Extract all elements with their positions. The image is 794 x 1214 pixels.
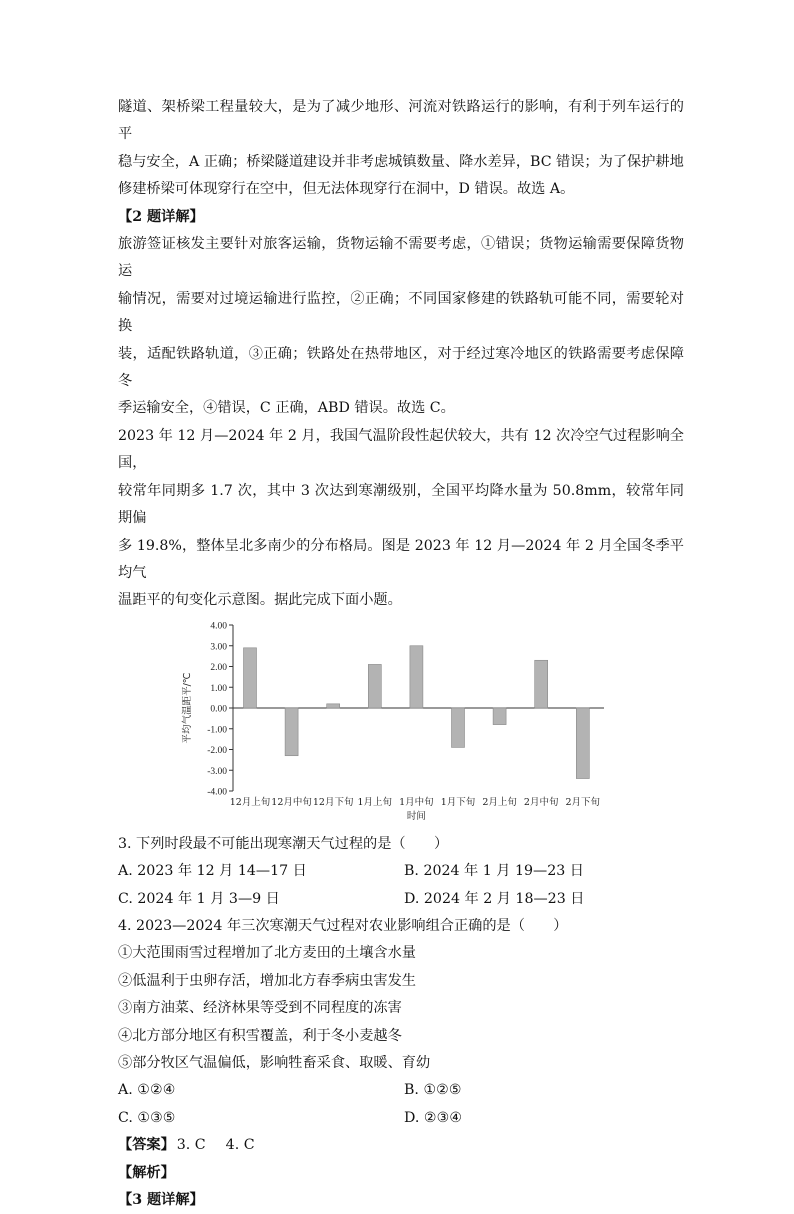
x-category-label: 2月上旬 bbox=[482, 796, 517, 808]
paragraph-line: 稳与安全，A 正确；桥梁隧道建设并非考虑城镇数量、降水差异，BC 错误；为了保护耕地 bbox=[118, 153, 684, 170]
q4-item: ①大范围雨雪过程增加了北方麦田的土壤含水量 bbox=[118, 945, 416, 962]
y-axis-label: 平均气温距平/℃ bbox=[182, 672, 193, 744]
question-4-options-row bbox=[118, 1105, 684, 1132]
bar bbox=[410, 645, 423, 707]
x-category-label: 12月中旬 bbox=[271, 796, 312, 808]
q4-item: ②低温利于虫卵存活，增加北方春季病虫害发生 bbox=[118, 972, 416, 989]
q3-option-a: A. 2023 年 12 月 14—17 日 bbox=[118, 863, 307, 880]
question-4-options-row bbox=[118, 1077, 684, 1104]
y-tick-label: 2.00 bbox=[210, 662, 227, 673]
intro-line: 2023 年 12 月—2024 年 2 月，我国气温阶段性起伏较大，共有 12 次冷空气过程影响全国， bbox=[118, 427, 684, 472]
paragraph-line: 旅游签证核发主要针对旅客运输，货物运输不需要考虑，①错误；货物运输需要保障货物运 bbox=[118, 236, 684, 280]
y-tick-label: 1.00 bbox=[210, 683, 227, 694]
x-category-label: 12月下旬 bbox=[312, 796, 354, 808]
x-axis-label: 时间 bbox=[406, 810, 426, 822]
paragraph-line: 隧道、架桥梁工程量较大，是为了减少地形、河流对铁路运行的影响，有利于列车运行的平 bbox=[118, 99, 684, 143]
bar bbox=[368, 664, 381, 708]
q4-item: ③南方油菜、经济林果等受到不同程度的冻害 bbox=[118, 1000, 402, 1017]
bar bbox=[452, 708, 465, 747]
bar bbox=[285, 708, 298, 756]
x-category-label: 2月下旬 bbox=[565, 796, 601, 808]
analysis-label: 【解析】 bbox=[118, 1164, 175, 1181]
x-category-label: 12月上旬 bbox=[229, 796, 271, 808]
answer-4: 4. C bbox=[225, 1137, 255, 1154]
y-tick-label: -3.00 bbox=[207, 766, 227, 777]
temperature-anomaly-chart bbox=[118, 617, 684, 827]
paragraph-line: 修建桥梁可体现穿行在空中，但无法体现穿行在洞中，D 错误。故选 A。 bbox=[118, 181, 575, 198]
intro-line: 温距平的旬变化示意图。据此完成下面小题。 bbox=[118, 592, 402, 609]
bar bbox=[244, 648, 257, 708]
q4-option-c: C. ①③⑤ bbox=[118, 1109, 176, 1126]
q3-option-b: B. 2024 年 1 月 19—23 日 bbox=[404, 863, 584, 880]
bar bbox=[576, 708, 589, 779]
y-tick-label: -2.00 bbox=[207, 745, 227, 756]
q3-option-c: C. 2024 年 1 月 3—9 日 bbox=[118, 890, 280, 907]
intro-line: 多 19.8%，整体呈北多南少的分布格局。图是 2023 年 12 月—2024 年 2 月全国冬季平均气 bbox=[118, 537, 684, 581]
x-category-label: 1月下旬 bbox=[440, 796, 476, 808]
y-tick-label: 4.00 bbox=[210, 621, 227, 632]
bar bbox=[327, 704, 340, 708]
q3-option-d: D. 2024 年 2 月 18—23 日 bbox=[404, 890, 585, 907]
q4-option-a: A. ①②④ bbox=[118, 1082, 176, 1099]
chart-svg bbox=[118, 617, 684, 827]
x-category-label: 2月中旬 bbox=[523, 796, 559, 808]
section-heading-q3: 【3 题详解】 bbox=[118, 1192, 204, 1208]
intro-line: 较常年同期多 1.7 次，其中 3 次达到寒潮级别，全国平均降水量为 50.8mm，较常年同期偏 bbox=[118, 482, 684, 527]
y-tick-label: -1.00 bbox=[207, 724, 227, 735]
section-heading-q2: 【2 题详解】 bbox=[118, 208, 204, 225]
paragraph-line: 装，适配铁路轨道，③正确；铁路处在热带地区，对于经过寒冷地区的铁路需要考虑保障冬 bbox=[118, 345, 684, 390]
paragraph-line: 季运输安全，④错误，C 正确，ABD 错误。故选 C。 bbox=[118, 400, 455, 417]
paragraph-line: 输情况，需要对过境运输进行监控，②正确；不同国家修建的铁路轨可能不同，需要轮对换 bbox=[118, 290, 684, 335]
y-tick-label: 0.00 bbox=[210, 704, 227, 715]
answer-line bbox=[118, 1132, 684, 1159]
y-tick-label: -4.00 bbox=[207, 787, 227, 798]
page-content bbox=[118, 94, 684, 1214]
question-3-stem: 3. 下列时段最不可能出现寒潮天气过程的是（ ） bbox=[118, 835, 449, 852]
q4-option-b: B. ①②⑤ bbox=[404, 1082, 462, 1099]
answer-label: 【答案】 bbox=[118, 1137, 175, 1154]
question-3-options-row bbox=[118, 886, 684, 913]
q4-item: ④北方部分地区有积雪覆盖，利于冬小麦越冬 bbox=[118, 1027, 402, 1044]
bar bbox=[493, 708, 506, 725]
question-3-options-row bbox=[118, 858, 684, 885]
q4-option-d: D. ②③④ bbox=[404, 1109, 463, 1126]
y-tick-label: 3.00 bbox=[210, 641, 227, 652]
question-4-stem: 4. 2023—2024 年三次寒潮天气过程对农业影响组合正确的是（ ） bbox=[118, 917, 568, 934]
bar bbox=[535, 660, 548, 708]
answer-3: 3. C bbox=[176, 1137, 206, 1154]
q4-item: ⑤部分牧区气温偏低，影响牲畜采食、取暖、育幼 bbox=[118, 1054, 431, 1071]
x-category-label: 1月中旬 bbox=[399, 796, 434, 808]
x-category-label: 1月上旬 bbox=[357, 796, 393, 808]
